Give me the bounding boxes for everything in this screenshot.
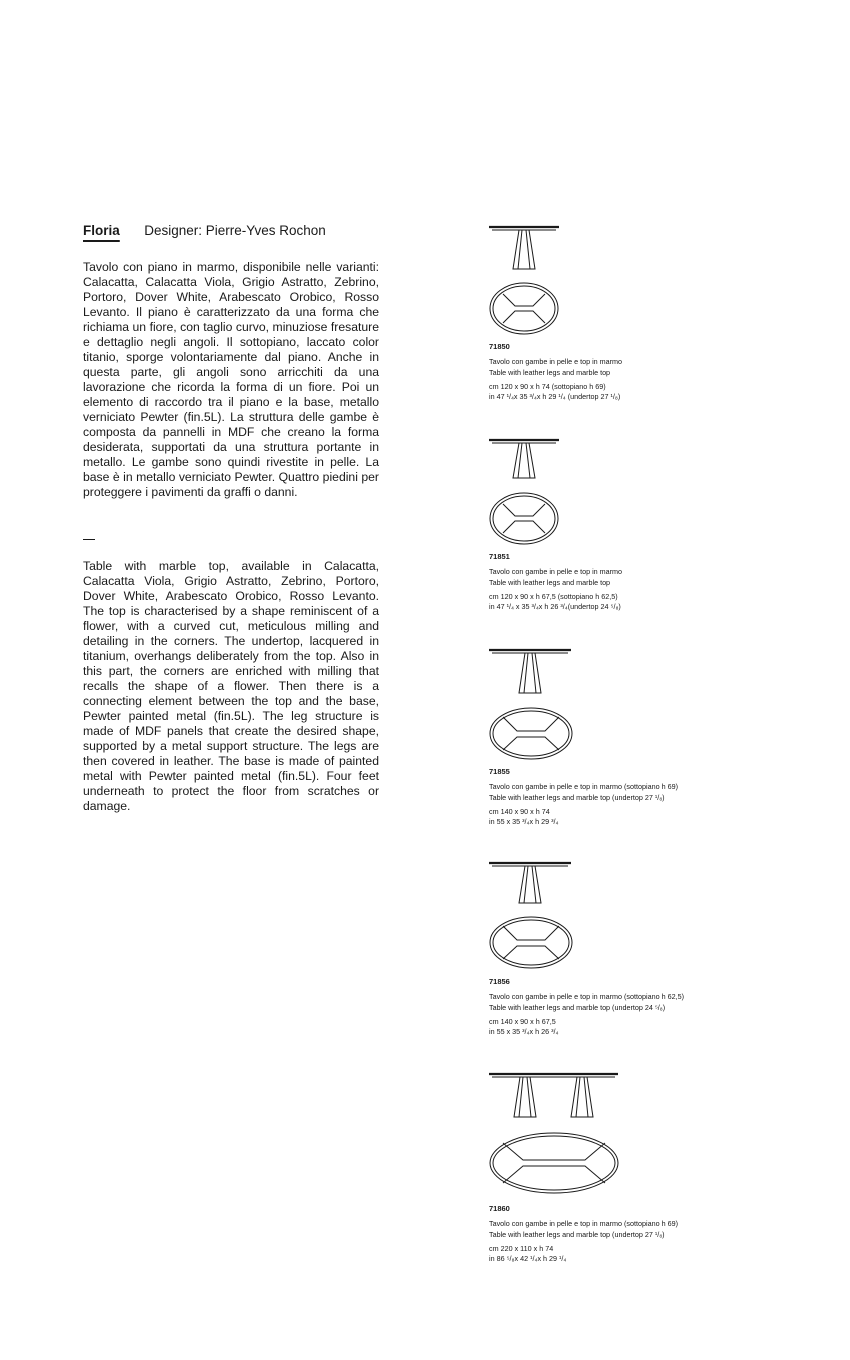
product-code: 71855 <box>489 767 510 776</box>
table-drawing-71855 <box>489 647 579 764</box>
description-en: Table with leather legs and marble top (undertop 24 ⁵/₈) <box>489 1002 666 1012</box>
description-it: Tavolo con gambe in pelle e top in marmo <box>489 567 623 576</box>
language-separator <box>83 539 95 540</box>
product-header <box>83 222 326 240</box>
product-code: 71860 <box>489 1204 510 1213</box>
description-en: Table with leather legs and marble top <box>489 577 611 587</box>
product-code: 71850 <box>489 342 510 351</box>
description-en: Table with leather legs and marble top (undertop 27 ¹/₈) <box>489 1229 665 1239</box>
dimensions-in: in 47 ¹/₄x 35 ³/₄x h 29 ¹/₄ (undertop 27 ¹/₈) <box>489 391 621 401</box>
dimensions-in: in 86 ⁵/₈x 42 ¹/₄x h 29 ¹/₄ <box>489 1253 567 1263</box>
product-name: Floria <box>83 223 120 238</box>
description-it: Tavolo con gambe in pelle e top in marmo (sottopiano h 69) <box>489 1219 678 1228</box>
product-71850 <box>489 224 749 401</box>
description-it: Tavolo con gambe in pelle e top in marmo <box>489 357 623 366</box>
table-drawing-71860 <box>489 1071 629 1201</box>
description-it: Tavolo con gambe in pelle e top in marmo (sottopiano h 69) <box>489 782 678 791</box>
product-dimensions <box>489 592 749 611</box>
dimensions-cm: cm 120 x 90 x h 67,5 (sottopiano h 62,5) <box>489 592 618 601</box>
dimensions-in: in 47 ¹/₄ x 35 ³/₄x h 26 ³/₄(undertop 24 ⁵/₈) <box>489 601 621 611</box>
product-dimensions <box>489 382 749 401</box>
dimensions-cm: cm 140 x 90 x h 67,5 <box>489 1017 556 1026</box>
description-italian: Tavolo con piano in marmo, disponibile nelle varianti: Calacatta, Calacatta Viola, Grigio Astratto, Zebrino, Portoro, Dover White, Arabescato Orobico, Rosso Levanto. Il piano è caratterizzato da una forma che richiama un fiore, con taglio curvo, minuziose fresature e dettaglio negli angoli. Il sottopiano, laccato color titanio, sporge volontariamente dal piano. Anche in questa parte, gli angoli sono arricchiti da una lavorazione che ricorda la forma di un fiore. Poi un elemento di raccordo tra il piano e la base, metallo verniciato Pewter (fin.5L). La struttura delle gambe è composta da pannelli in MDF che creano la forma desiderata, supportati da una struttura portante in metallo. Le gambe sono quindi rivestite in pelle. La base è in metallo verniciato Pewter. Quattro piedini per proteggere i pavimenti da graffi o danni. <box>83 260 379 499</box>
product-description <box>489 1219 749 1240</box>
table-drawing-71851 <box>489 437 569 549</box>
dimensions-in: in 55 x 35 ³/₄x h 29 ³/₄ <box>489 816 559 826</box>
table-drawing-71850 <box>489 224 569 339</box>
designer-credit: Designer: Pierre-Yves Rochon <box>144 223 326 238</box>
product-dimensions <box>489 807 749 826</box>
description-en: Table with leather legs and marble top <box>489 367 611 377</box>
product-description <box>489 782 749 803</box>
dimensions-cm: cm 220 x 110 x h 74 <box>489 1244 554 1253</box>
description-it: Tavolo con gambe in pelle e top in marmo (sottopiano h 62,5) <box>489 992 684 1001</box>
product-description <box>489 357 749 378</box>
dimensions-cm: cm 120 x 90 x h 74 (sottopiano h 69) <box>489 382 606 391</box>
dimensions-cm: cm 140 x 90 x h 74 <box>489 807 550 816</box>
product-description <box>489 992 749 1013</box>
product-code: 71851 <box>489 552 510 561</box>
description-english: Table with marble top, available in Calacatta, Calacatta Viola, Grigio Astratto, Zebrino, Portoro, Dover White, Arabescato Orobico, Rosso Levanto. The top is characterised by a shape reminiscent of a flower, with a curved cut, meticulous milling and detailing in the corners. The undertop, lacquered in titanium, overhangs deliberately from the top. Also in this part, the corners are enriched with milling that recalls the shape of a flower. Then there is a connecting element between the top and the base, Pewter painted metal (fin.5L). The leg structure is made of MDF panels that create the desired shape, supported by a metal support structure. The legs are then covered in leather. The base is made of painted metal with Pewter painted metal (fin.5L). Four feet underneath to protect the floor from scratches or damage. <box>83 559 379 813</box>
product-dimensions <box>489 1017 749 1036</box>
product-71856 <box>489 860 749 1036</box>
product-71860 <box>489 1071 749 1263</box>
product-dimensions <box>489 1244 749 1263</box>
product-description <box>489 567 749 588</box>
product-71855 <box>489 647 749 826</box>
product-code: 71856 <box>489 977 510 986</box>
product-71851 <box>489 437 749 611</box>
table-drawing-71856 <box>489 860 579 974</box>
description-en: Table with leather legs and marble top (undertop 27 ¹/₈) <box>489 792 665 802</box>
dimensions-in: in 55 x 35 ³/₄x h 26 ³/₄ <box>489 1026 559 1036</box>
